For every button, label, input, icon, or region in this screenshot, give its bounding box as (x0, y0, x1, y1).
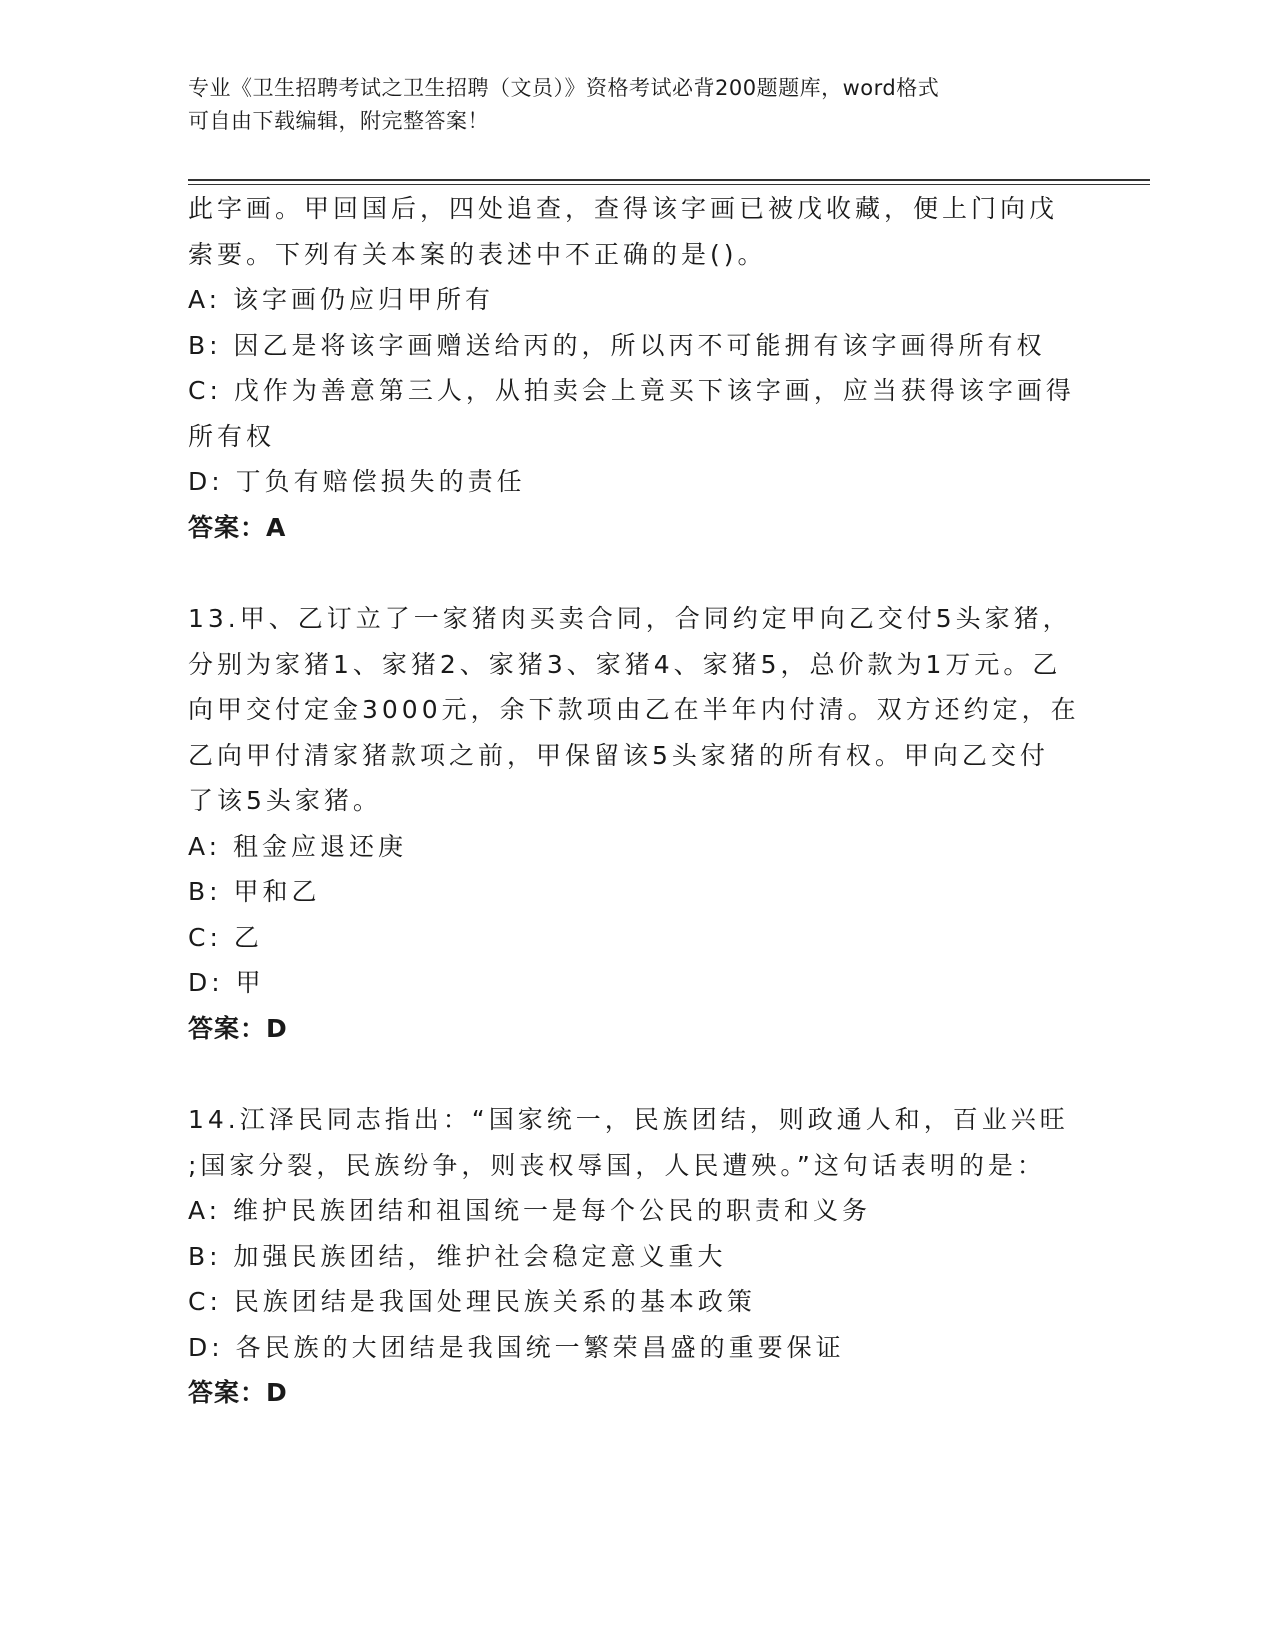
header-line-2: 可自由下载编辑，附完整答案！ (188, 109, 489, 133)
question-content (188, 186, 1088, 1416)
option-d: D: 甲 (188, 968, 265, 997)
option-a: A: 租金应退还庚 (188, 831, 408, 861)
option-c: C: 乙 (188, 922, 263, 952)
option-a: A: 维护民族团结和祖国统一是每个公民的职责和义务 (188, 1196, 872, 1225)
header-divider-thin (188, 184, 1150, 185)
question-text-line: 13.甲、乙订立了一家猪肉买卖合同，合同约定甲向乙交付5头家猪， (188, 604, 1072, 633)
question-text-line: ;国家分裂，民族纷争，则丧权辱国，人民遭殃。”这句话表明的是： (188, 1150, 1046, 1180)
question-text-line: 14.江泽民同志指出：“国家统一，民族团结，则政通人和，百业兴旺 (188, 1105, 1069, 1134)
question-text-line: 乙向甲付清家猪款项之前，甲保留该5头家猪的所有权。甲向乙交付 (188, 740, 1049, 770)
question-text-line: 向甲交付定金3000元，余下款项由乙在半年内付清。双方还约定，在 (188, 695, 1080, 724)
option-a: A: 该字画仍应归甲所有 (188, 285, 495, 314)
option-d: D: 各民族的大团结是我国统一繁荣昌盛的重要保证 (188, 1332, 845, 1362)
question-text-line: 分别为家猪1、家猪2、家猪3、家猪4、家猪5，总价款为1万元。乙 (188, 649, 1062, 679)
question-text-line: 了该5头家猪。 (188, 786, 382, 815)
question-text-line: 索要。下列有关本案的表述中不正确的是()。 (188, 239, 767, 269)
question-spacer (188, 1051, 1088, 1097)
question-text-line: 此字画。甲回国后，四处追查，查得该字画已被戊收藏，便上门向戊 (188, 194, 1059, 223)
answer-label: 答案：D (188, 1378, 288, 1407)
option-d: D: 丁负有赔偿损失的责任 (188, 467, 526, 496)
question-12 (188, 186, 1088, 550)
question-13 (188, 596, 1088, 1051)
question-spacer (188, 550, 1088, 596)
document-header (188, 72, 1088, 138)
option-c: C: 戊作为善意第三人，从拍卖会上竟买下该字画，应当获得该字画得 (188, 376, 1075, 405)
question-14 (188, 1097, 1088, 1416)
option-c: C: 民族团结是我国处理民族关系的基本政策 (188, 1287, 756, 1316)
header-divider-thick (188, 179, 1150, 181)
answer-label: 答案：D (188, 1013, 288, 1043)
option-c-continued: 所有权 (188, 421, 276, 451)
option-b: B: 甲和乙 (188, 877, 321, 906)
answer-label: 答案：A (188, 512, 287, 542)
option-b: B: 因乙是将该字画赠送给丙的，所以丙不可能拥有该字画得所有权 (188, 330, 1046, 360)
option-b: B: 加强民族团结，维护社会稳定意义重大 (188, 1241, 727, 1271)
header-line-1: 专业《卫生招聘考试之卫生招聘（文员）》资格考试必背200题题库，word格式 (188, 76, 940, 100)
